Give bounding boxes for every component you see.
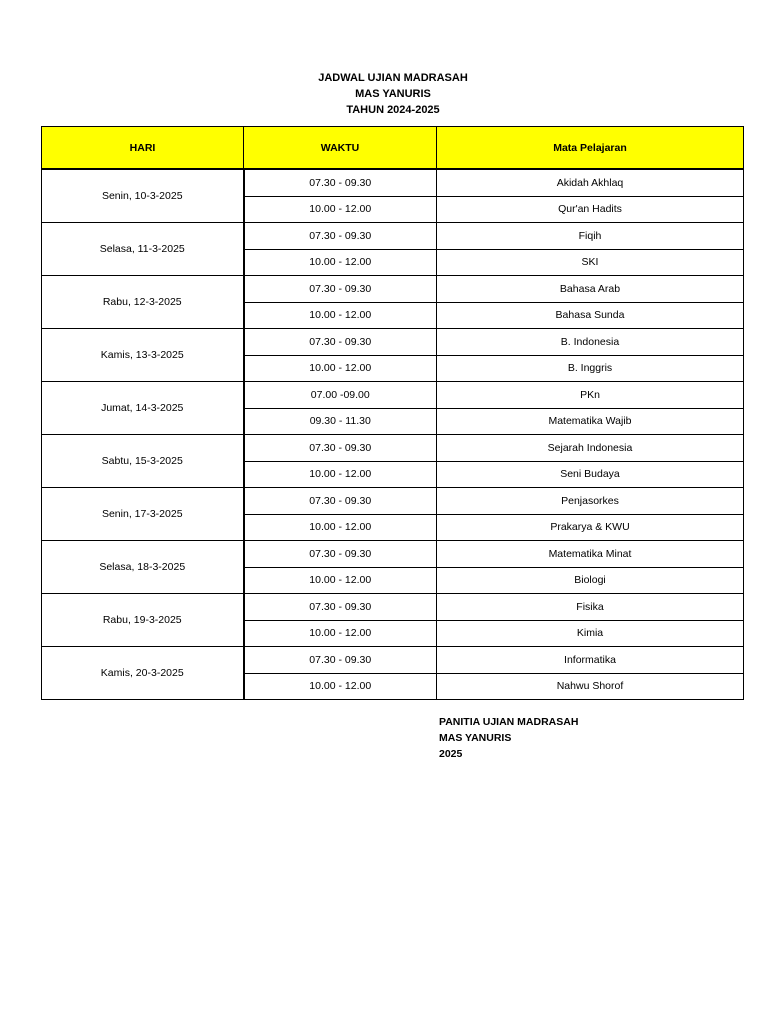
time-cell: 07.30 - 09.30 — [244, 223, 437, 250]
time-cell: 07.30 - 09.30 — [244, 169, 437, 196]
table-row — [42, 541, 744, 568]
time-cell: 10.00 - 12.00 — [244, 620, 437, 647]
table-row — [42, 435, 744, 462]
time-cell: 07.30 - 09.30 — [244, 329, 437, 356]
column-header-mata-pelajaran: Mata Pelajaran — [437, 127, 744, 170]
day-cell: Kamis, 13-3-2025 — [42, 329, 244, 382]
time-cell: 10.00 - 12.00 — [244, 302, 437, 329]
time-cell: 07.30 - 09.30 — [244, 435, 437, 462]
time-cell: 07.00 -09.00 — [244, 382, 437, 409]
footer-line-1: PANITIA UJIAN MADRASAH — [439, 716, 579, 728]
subject-cell: Biologi — [437, 567, 744, 594]
day-cell: Senin, 17-3-2025 — [42, 488, 244, 541]
table-body — [42, 169, 744, 700]
title-line-3: TAHUN 2024-2025 — [346, 104, 440, 116]
day-cell: Jumat, 14-3-2025 — [42, 382, 244, 435]
time-cell: 07.30 - 09.30 — [244, 541, 437, 568]
subject-cell: Fisika — [437, 594, 744, 621]
subject-cell: Matematika Wajib — [437, 408, 744, 435]
day-cell: Sabtu, 15-3-2025 — [42, 435, 244, 488]
subject-cell: Penjasorkes — [437, 488, 744, 515]
table-row — [42, 169, 744, 196]
time-cell: 10.00 - 12.00 — [244, 567, 437, 594]
footer-line-3: 2025 — [439, 748, 463, 760]
footer-line-2: MAS YANURIS — [439, 732, 512, 744]
day-cell: Selasa, 18-3-2025 — [42, 541, 244, 594]
table-row — [42, 382, 744, 409]
title-line-2: MAS YANURIS — [355, 88, 431, 100]
subject-cell: B. Inggris — [437, 355, 744, 382]
subject-cell: Kimia — [437, 620, 744, 647]
time-cell: 09.30 - 11.30 — [244, 408, 437, 435]
time-cell: 10.00 - 12.00 — [244, 514, 437, 541]
subject-cell: Akidah Akhlaq — [437, 169, 744, 196]
table-row — [42, 594, 744, 621]
time-cell: 07.30 - 09.30 — [244, 647, 437, 674]
column-header-waktu: WAKTU — [244, 127, 437, 170]
subject-cell: Seni Budaya — [437, 461, 744, 488]
day-cell: Rabu, 12-3-2025 — [42, 276, 244, 329]
subject-cell: PKn — [437, 382, 744, 409]
time-cell: 07.30 - 09.30 — [244, 594, 437, 621]
time-cell: 10.00 - 12.00 — [244, 673, 437, 700]
time-cell: 10.00 - 12.00 — [244, 461, 437, 488]
day-cell: Kamis, 20-3-2025 — [42, 647, 244, 700]
table-row — [42, 223, 744, 250]
subject-cell: Prakarya & KWU — [437, 514, 744, 541]
table-row — [42, 329, 744, 356]
subject-cell: Sejarah Indonesia — [437, 435, 744, 462]
exam-schedule-table — [41, 126, 744, 700]
subject-cell: Bahasa Arab — [437, 276, 744, 303]
table-header-row — [42, 127, 744, 170]
day-cell: Selasa, 11-3-2025 — [42, 223, 244, 276]
subject-cell: Informatika — [437, 647, 744, 674]
document-title — [0, 70, 768, 118]
day-cell: Rabu, 19-3-2025 — [42, 594, 244, 647]
table-row — [42, 647, 744, 674]
table-row — [42, 276, 744, 303]
title-line-1: JADWAL UJIAN MADRASAH — [318, 72, 468, 84]
subject-cell: SKI — [437, 249, 744, 276]
time-cell: 07.30 - 09.30 — [244, 276, 437, 303]
subject-cell: Bahasa Sunda — [437, 302, 744, 329]
table-row — [42, 488, 744, 515]
time-cell: 10.00 - 12.00 — [244, 196, 437, 223]
day-cell: Senin, 10-3-2025 — [42, 169, 244, 223]
subject-cell: B. Indonesia — [437, 329, 744, 356]
subject-cell: Nahwu Shorof — [437, 673, 744, 700]
subject-cell: Matematika Minat — [437, 541, 744, 568]
time-cell: 07.30 - 09.30 — [244, 488, 437, 515]
time-cell: 10.00 - 12.00 — [244, 249, 437, 276]
subject-cell: Fiqih — [437, 223, 744, 250]
signature-block — [439, 714, 578, 762]
subject-cell: Qur'an Hadits — [437, 196, 744, 223]
time-cell: 10.00 - 12.00 — [244, 355, 437, 382]
column-header-hari: HARI — [42, 127, 244, 170]
